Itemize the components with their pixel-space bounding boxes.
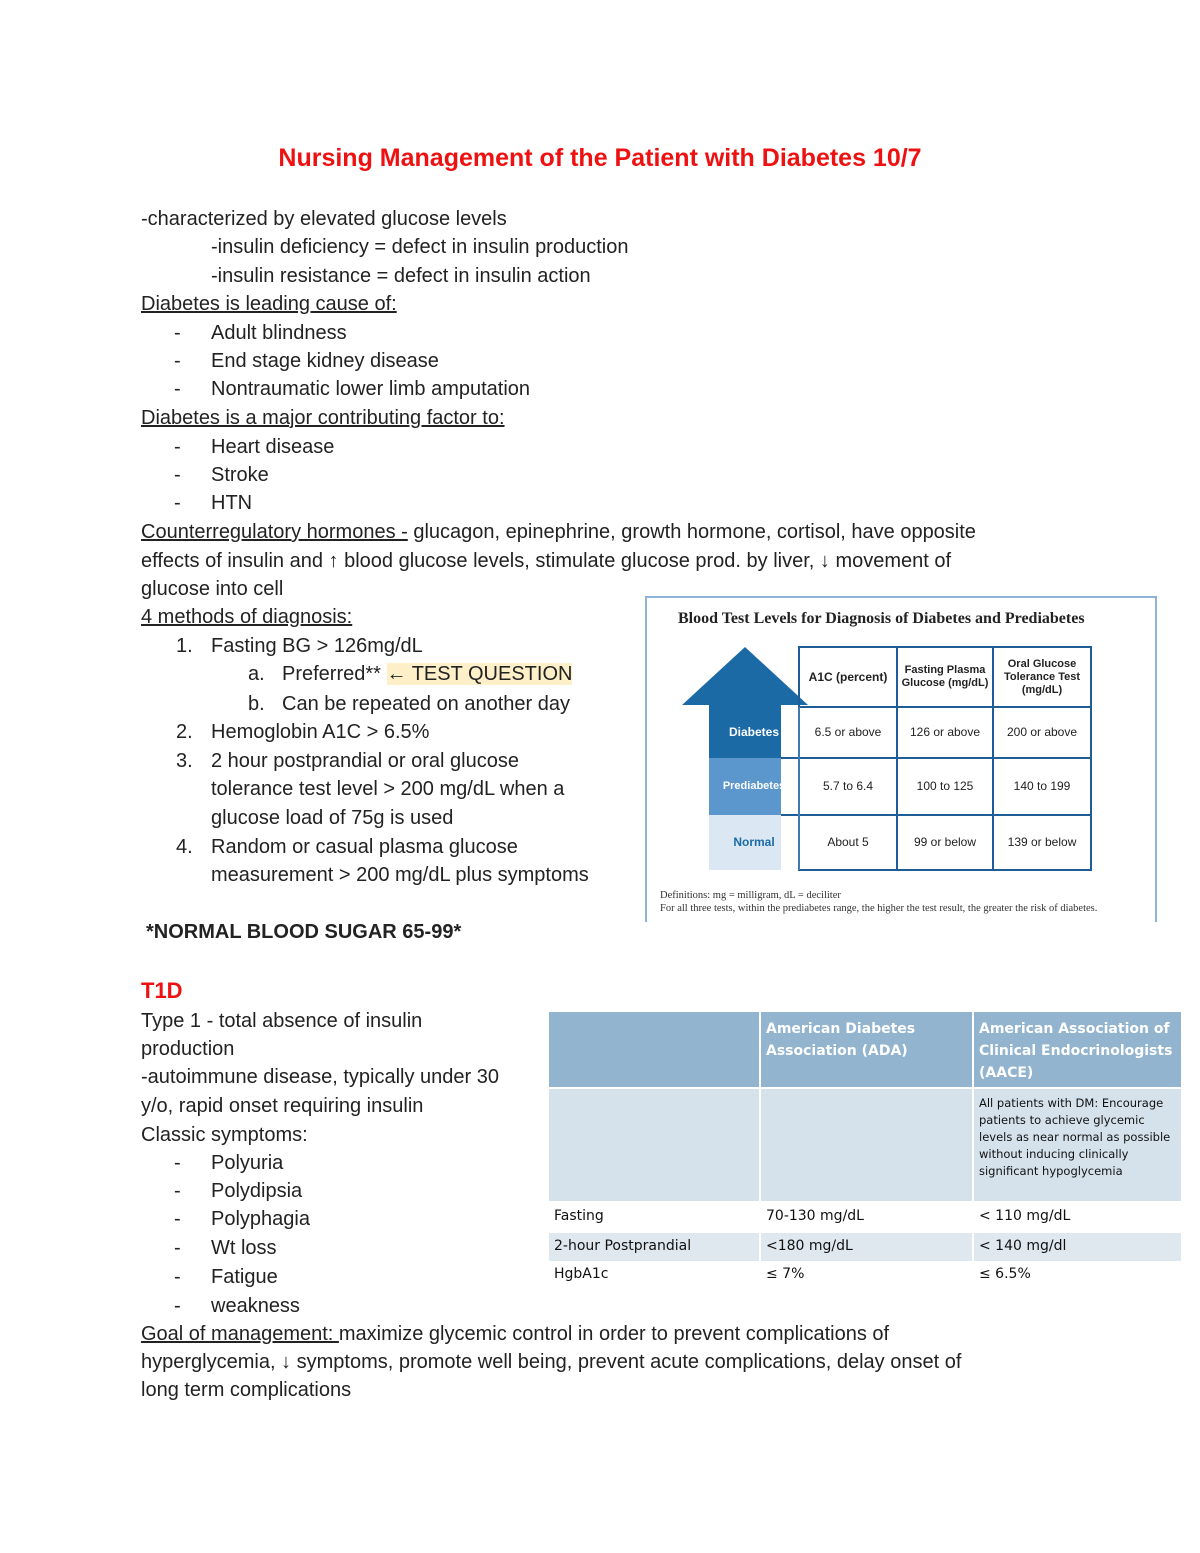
page-title: Nursing Management of the Patient with Diabetes 10/7 bbox=[278, 144, 922, 172]
col-header-fpg: Fasting Plasma Glucose (mg/dL) bbox=[901, 664, 989, 689]
symptom-item: Polyphagia bbox=[211, 1208, 310, 1230]
row-label-diabetes: Diabetes bbox=[728, 725, 780, 739]
footnote-line: For all three tests, within the prediabetes range, the higher the test result, the greater the risk of diabetes. bbox=[660, 903, 1098, 914]
list-item: Hemoglobin A1C > 6.5% bbox=[211, 721, 430, 743]
list-item: measurement > 200 mg/dL plus symptoms bbox=[211, 864, 589, 886]
list-item: End stage kidney disease bbox=[211, 350, 439, 372]
t1d-line: Classic symptoms: bbox=[141, 1124, 308, 1146]
goal-text: maximize glycemic control in order to prevent complications of bbox=[338, 1323, 890, 1345]
t1d-line: Type 1 - total absence of insulin bbox=[141, 1010, 423, 1032]
table-row bbox=[549, 1232, 1181, 1262]
list-number: 2. bbox=[176, 721, 193, 743]
bullet-dash: - bbox=[174, 1180, 181, 1202]
list-item: tolerance test level > 200 mg/dL when a bbox=[211, 778, 565, 800]
t1d-heading: T1D bbox=[141, 978, 183, 1003]
table-note-row bbox=[549, 1088, 1181, 1202]
goal-line: hyperglycemia, ↓ symptoms, promote well being, prevent acute complications, delay onset of bbox=[141, 1351, 962, 1373]
list-number: 3. bbox=[176, 750, 193, 772]
note-cell-aace: All patients with DM: Encourage patients to achieve glycemic levels as near normal as possible without inducing clinically significant hypoglycemia bbox=[973, 1088, 1181, 1202]
figure-title: Blood Test Levels for Diagnosis of Diabetes and Prediabetes bbox=[678, 610, 1085, 627]
bullet-dash: - bbox=[174, 1208, 181, 1230]
definitions-line: Definitions: mg = milligram, dL = deciliter bbox=[660, 890, 841, 901]
list-item: Adult blindness bbox=[211, 322, 347, 344]
bullet-dash: - bbox=[174, 1266, 181, 1288]
cell-diabetes-a1c: 6.5 or above bbox=[814, 725, 882, 739]
row-label-prediabetes: Prediabetes bbox=[722, 780, 786, 792]
row-ada: ≤ 7% bbox=[760, 1262, 973, 1286]
cell-normal-fpg: 99 or below bbox=[913, 835, 977, 849]
intro-line: -characterized by elevated glucose levels bbox=[141, 208, 507, 230]
counter-text: glucagon, epinephrine, growth hormone, cortisol, have opposite bbox=[407, 521, 976, 543]
list-item: Random or casual plasma glucose bbox=[211, 836, 518, 858]
highlight-test-question: ← TEST QUESTION bbox=[386, 663, 573, 685]
row-ada: <180 mg/dL bbox=[760, 1232, 973, 1262]
bullet-dash: - bbox=[174, 322, 181, 344]
cell-prediabetes-ogtt: 140 to 199 bbox=[1013, 779, 1071, 793]
section-heading: Goal of management: bbox=[141, 1323, 339, 1345]
cell-diabetes-fpg: 126 or above bbox=[909, 725, 981, 739]
row-aace: < 140 mg/dl bbox=[973, 1232, 1181, 1262]
table-row bbox=[549, 1262, 1181, 1286]
row-ada: 70-130 mg/dL bbox=[760, 1202, 973, 1232]
blood-test-figure bbox=[645, 596, 1157, 922]
intro-line: -insulin deficiency = defect in insulin production bbox=[211, 236, 629, 258]
list-item: Stroke bbox=[211, 464, 269, 486]
note-cell-blank bbox=[760, 1088, 973, 1202]
t1d-line: y/o, rapid onset requiring insulin bbox=[141, 1095, 424, 1117]
bullet-dash: - bbox=[174, 464, 181, 486]
goal-line bbox=[141, 1320, 889, 1348]
section-heading: 4 methods of diagnosis: bbox=[141, 606, 353, 628]
bullet-dash: - bbox=[174, 350, 181, 372]
row-aace: < 110 mg/dL bbox=[973, 1202, 1181, 1232]
list-item: Nontraumatic lower limb amputation bbox=[211, 378, 531, 400]
counter-line: glucose into cell bbox=[141, 578, 284, 600]
list-letter: a. bbox=[248, 663, 265, 685]
list-number: 4. bbox=[176, 836, 193, 858]
goal-line: long term complications bbox=[141, 1379, 352, 1401]
note-cell-blank bbox=[549, 1088, 760, 1202]
row-label: Fasting bbox=[549, 1202, 760, 1232]
list-item: Fasting BG > 126mg/dL bbox=[211, 635, 423, 657]
cell-diabetes-ogtt: 200 or above bbox=[1006, 725, 1078, 739]
table-header-row bbox=[549, 1012, 1181, 1088]
section-heading: Counterregulatory hormones - bbox=[141, 521, 408, 543]
figure-definitions bbox=[660, 889, 1097, 915]
symptom-item: Polyuria bbox=[211, 1152, 284, 1174]
list-item: glucose load of 75g is used bbox=[211, 807, 454, 829]
header-cell-blank bbox=[549, 1012, 760, 1088]
list-letter: b. bbox=[248, 693, 265, 715]
counter-line bbox=[141, 518, 976, 546]
bullet-dash: - bbox=[174, 1237, 181, 1259]
symptom-item: Polydipsia bbox=[211, 1180, 303, 1202]
t1d-line: production bbox=[141, 1038, 235, 1060]
bullet-dash: - bbox=[174, 492, 181, 514]
row-label: 2-hour Postprandial bbox=[549, 1232, 760, 1262]
symptom-item: Fatigue bbox=[211, 1266, 278, 1288]
col-header-a1c: A1C (percent) bbox=[808, 669, 888, 684]
list-item bbox=[282, 660, 572, 688]
cell-prediabetes-fpg: 100 to 125 bbox=[916, 779, 974, 793]
row-aace: ≤ 6.5% bbox=[973, 1262, 1181, 1286]
list-item: Heart disease bbox=[211, 436, 335, 458]
cell-normal-ogtt: 139 or below bbox=[1007, 835, 1077, 849]
list-item: HTN bbox=[211, 492, 253, 514]
bullet-dash: - bbox=[174, 378, 181, 400]
bullet-dash: - bbox=[174, 1295, 181, 1317]
symptom-item: weakness bbox=[211, 1295, 300, 1317]
t1d-line: -autoimmune disease, typically under 30 bbox=[141, 1066, 499, 1088]
list-item: Can be repeated on another day bbox=[282, 693, 570, 715]
col-header-ogtt: Oral Glucose Tolerance Test (mg/dL) bbox=[1003, 657, 1080, 696]
normal-blood-sugar: *NORMAL BLOOD SUGAR 65-99* bbox=[146, 921, 462, 943]
row-label: HgbA1c bbox=[549, 1262, 760, 1286]
bullet-dash: - bbox=[174, 1152, 181, 1174]
glycemic-goals-table bbox=[549, 1012, 1181, 1286]
section-heading: Diabetes is a major contributing factor to: bbox=[141, 407, 505, 429]
intro-line: -insulin resistance = defect in insulin action bbox=[211, 265, 591, 287]
arrow-head bbox=[682, 647, 808, 705]
symptom-item: Wt loss bbox=[211, 1237, 277, 1259]
preferred-text: Preferred** bbox=[282, 663, 387, 685]
counter-line: effects of insulin and ↑ blood glucose levels, stimulate glucose prod. by liver, ↓ movement of bbox=[141, 550, 952, 572]
cell-prediabetes-a1c: 5.7 to 6.4 bbox=[822, 779, 874, 793]
bullet-dash: - bbox=[174, 436, 181, 458]
section-heading: Diabetes is leading cause of: bbox=[141, 293, 397, 315]
list-number: 1. bbox=[176, 635, 193, 657]
cell-normal-a1c: About 5 bbox=[827, 835, 869, 849]
list-item: 2 hour postprandial or oral glucose bbox=[211, 750, 519, 772]
header-cell-aace: American Association of Clinical Endocrinologists (AACE) bbox=[973, 1012, 1181, 1088]
table-row bbox=[549, 1202, 1181, 1232]
row-label-normal: Normal bbox=[733, 835, 775, 849]
header-cell-ada: American Diabetes Association (ADA) bbox=[760, 1012, 973, 1088]
